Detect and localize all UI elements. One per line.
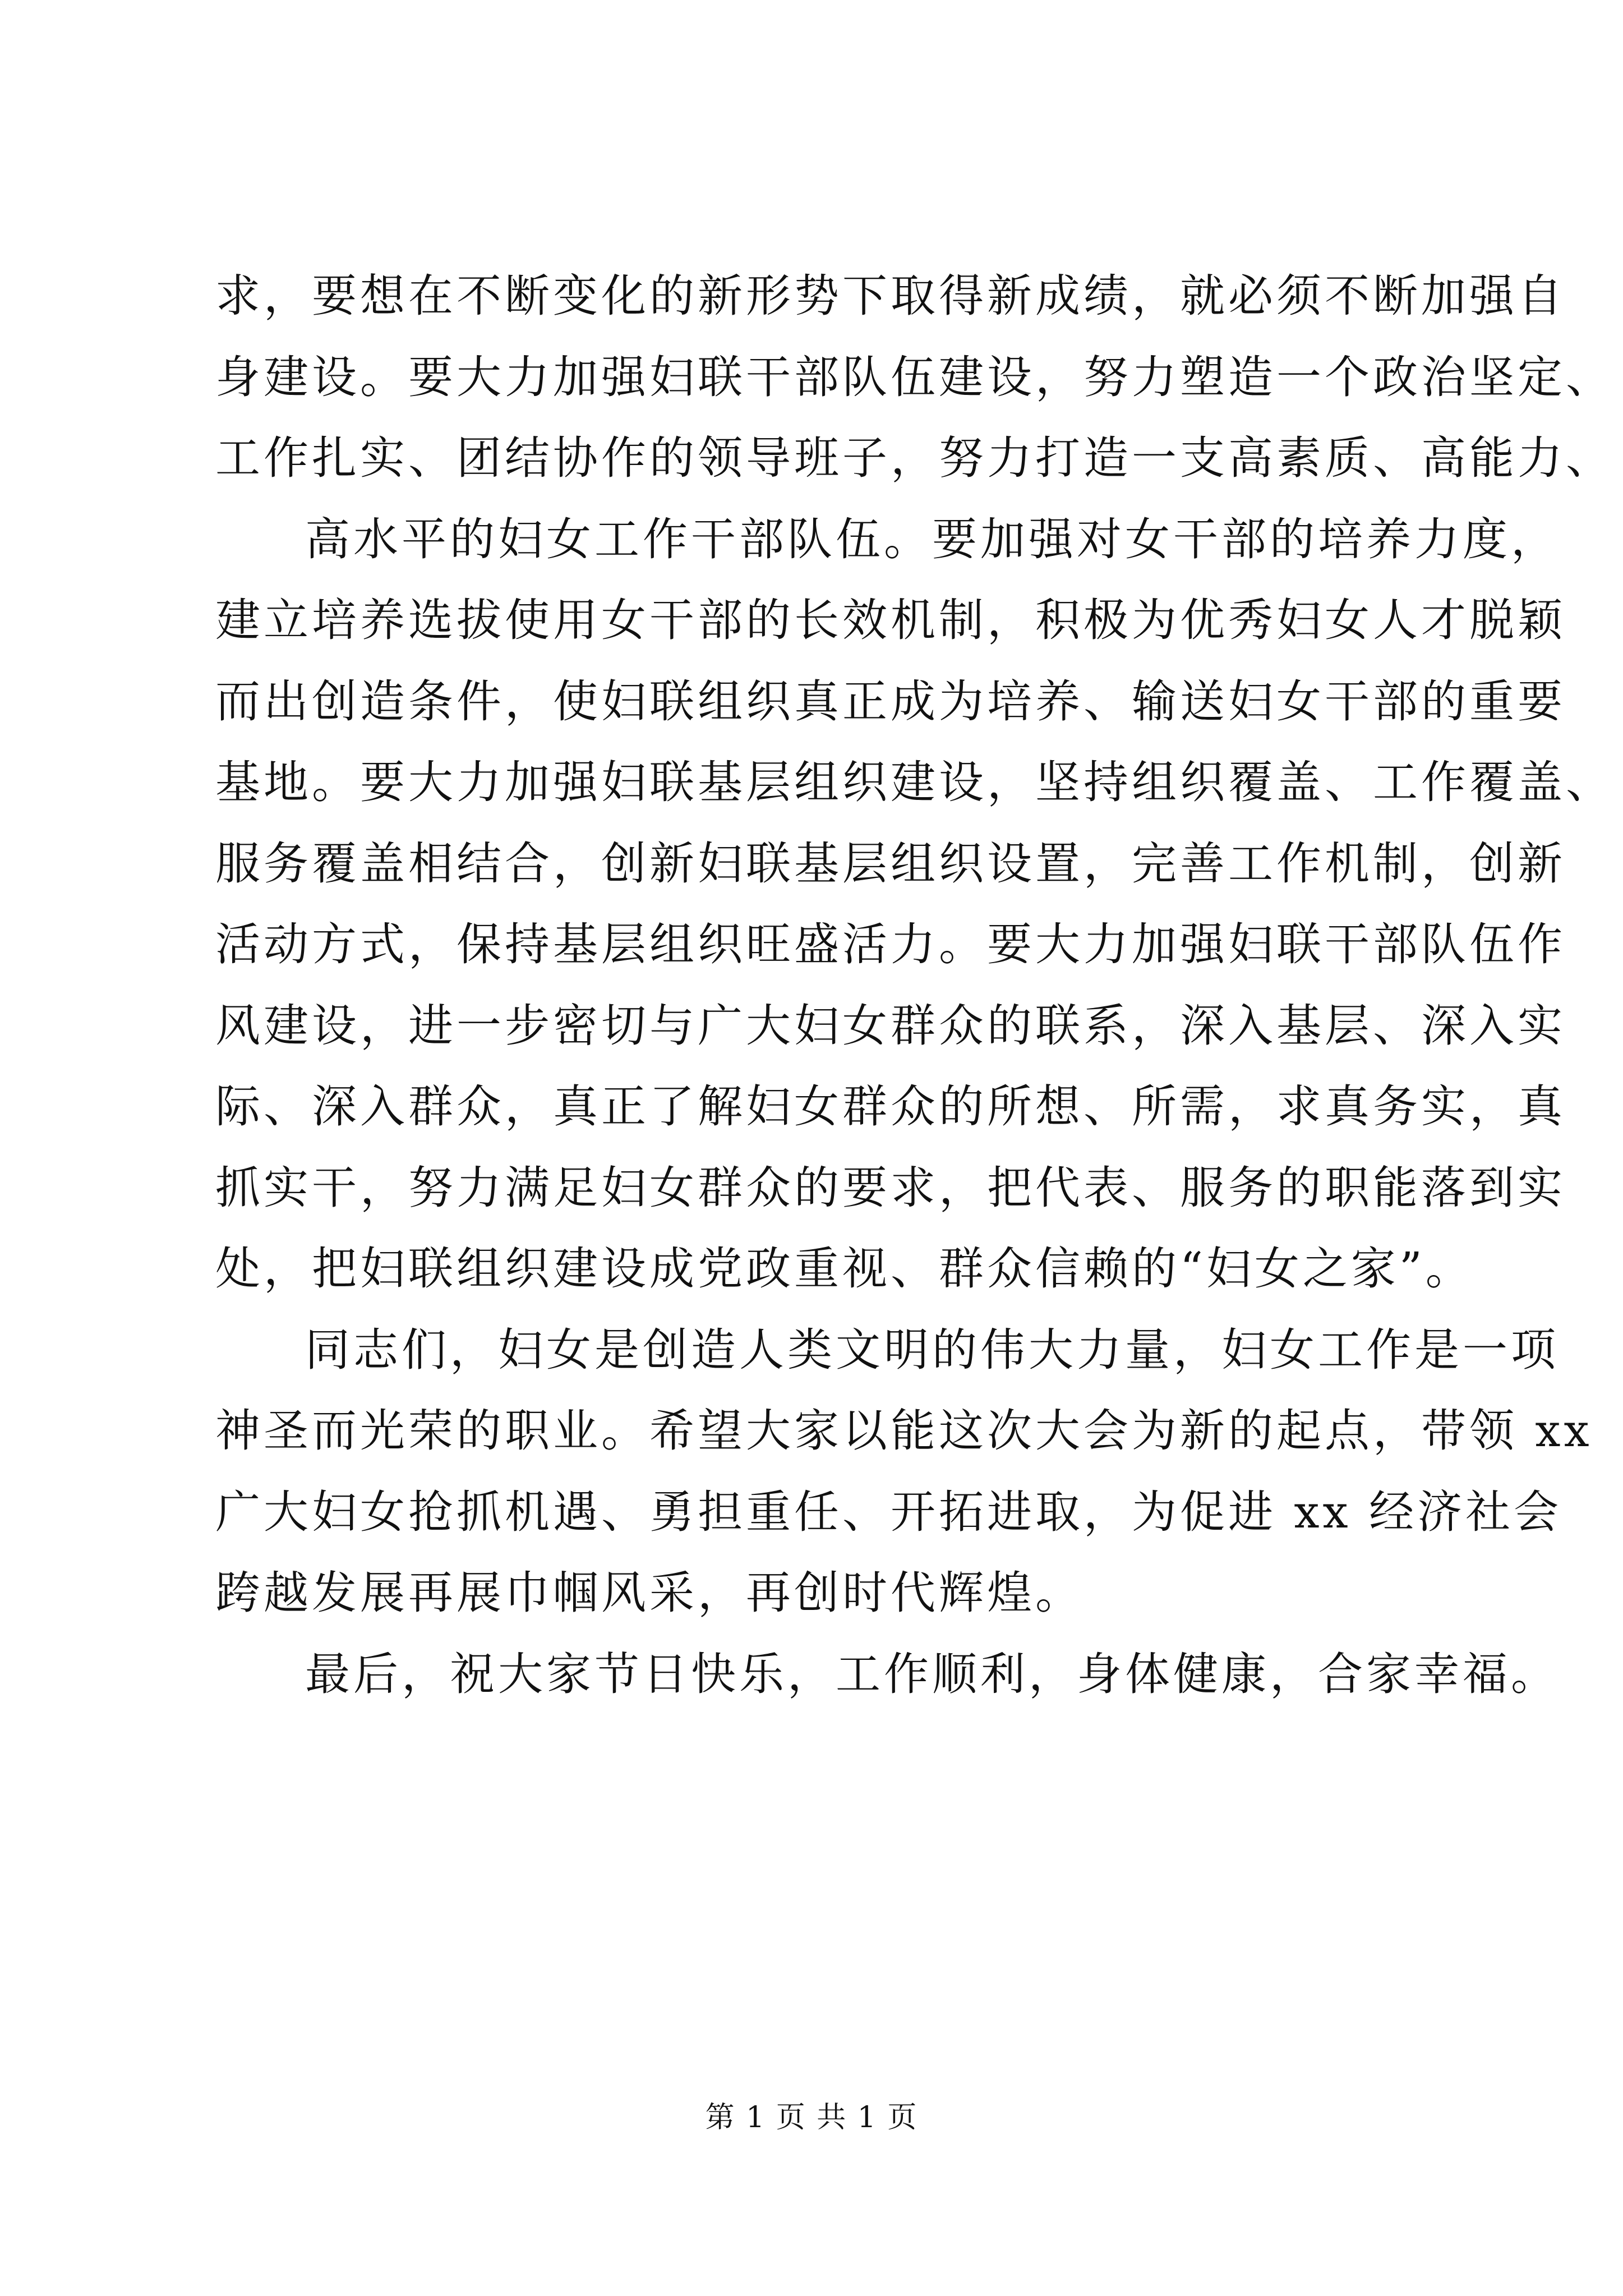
text-line-4: 高水平的妇女工作干部队伍。要加强对女干部的培养力度，	[305, 513, 1559, 565]
text-line-2: 身建设。要大力加强妇联干部队伍建设，努力塑造一个政治坚定、	[215, 351, 1614, 403]
text-line-11: 际、深入群众，真正了解妇女群众的所想、所需，求真务实，真	[215, 1080, 1566, 1133]
text-line-6: 而出创造条件，使妇联组织真正成为培养、输送妇女干部的重要	[215, 675, 1566, 728]
text-line-5: 建立培养选拔使用女干部的长效机制，积极为优秀妇女人才脱颖	[215, 594, 1566, 646]
text-line-9: 活动方式，保持基层组织旺盛活力。要大力加强妇联干部队伍作	[215, 918, 1566, 970]
text-line-1: 求，要想在不断变化的新形势下取得新成绩，就必须不断加强自	[215, 270, 1566, 322]
page-footer	[0, 2098, 1623, 2137]
text-line-14: 同志们，妇女是创造人类文明的伟大力量，妇女工作是一项	[305, 1323, 1559, 1376]
page-number-label: 第 1 页 共 1 页	[705, 2101, 918, 2134]
text-line-10: 风建设，进一步密切与广大妇女群众的联系，深入基层、深入实	[215, 999, 1566, 1052]
text-line-15: 神圣而光荣的职业。希望大家以能这次大会为新的起点，带领 xx	[215, 1405, 1593, 1457]
text-line-12: 抓实干，努力满足妇女群众的要求，把代表、服务的职能落到实	[215, 1161, 1566, 1214]
text-line-7: 基地。要大力加强妇联基层组织建设，坚持组织覆盖、工作覆盖、	[215, 756, 1614, 808]
text-line-8: 服务覆盖相结合，创新妇联基层组织设置，完善工作机制，创新	[215, 837, 1566, 890]
document-body	[215, 256, 1614, 1715]
text-line-17: 跨越发展再展巾帼风采，再创时代辉煌。	[215, 1567, 1083, 1619]
text-line-16: 广大妇女抢抓机遇、勇担重任、开拓进取，为促进 xx 经济社会	[215, 1485, 1562, 1538]
text-line-3: 工作扎实、团结协作的领导班子，努力打造一支高素质、高能力、	[215, 432, 1614, 484]
text-line-13: 处，把妇联组织建设成党政重视、群众信赖的“妇女之家”。	[215, 1243, 1474, 1295]
text-line-18: 最后，祝大家节日快乐，工作顺利，身体健康，合家幸福。	[305, 1648, 1559, 1700]
